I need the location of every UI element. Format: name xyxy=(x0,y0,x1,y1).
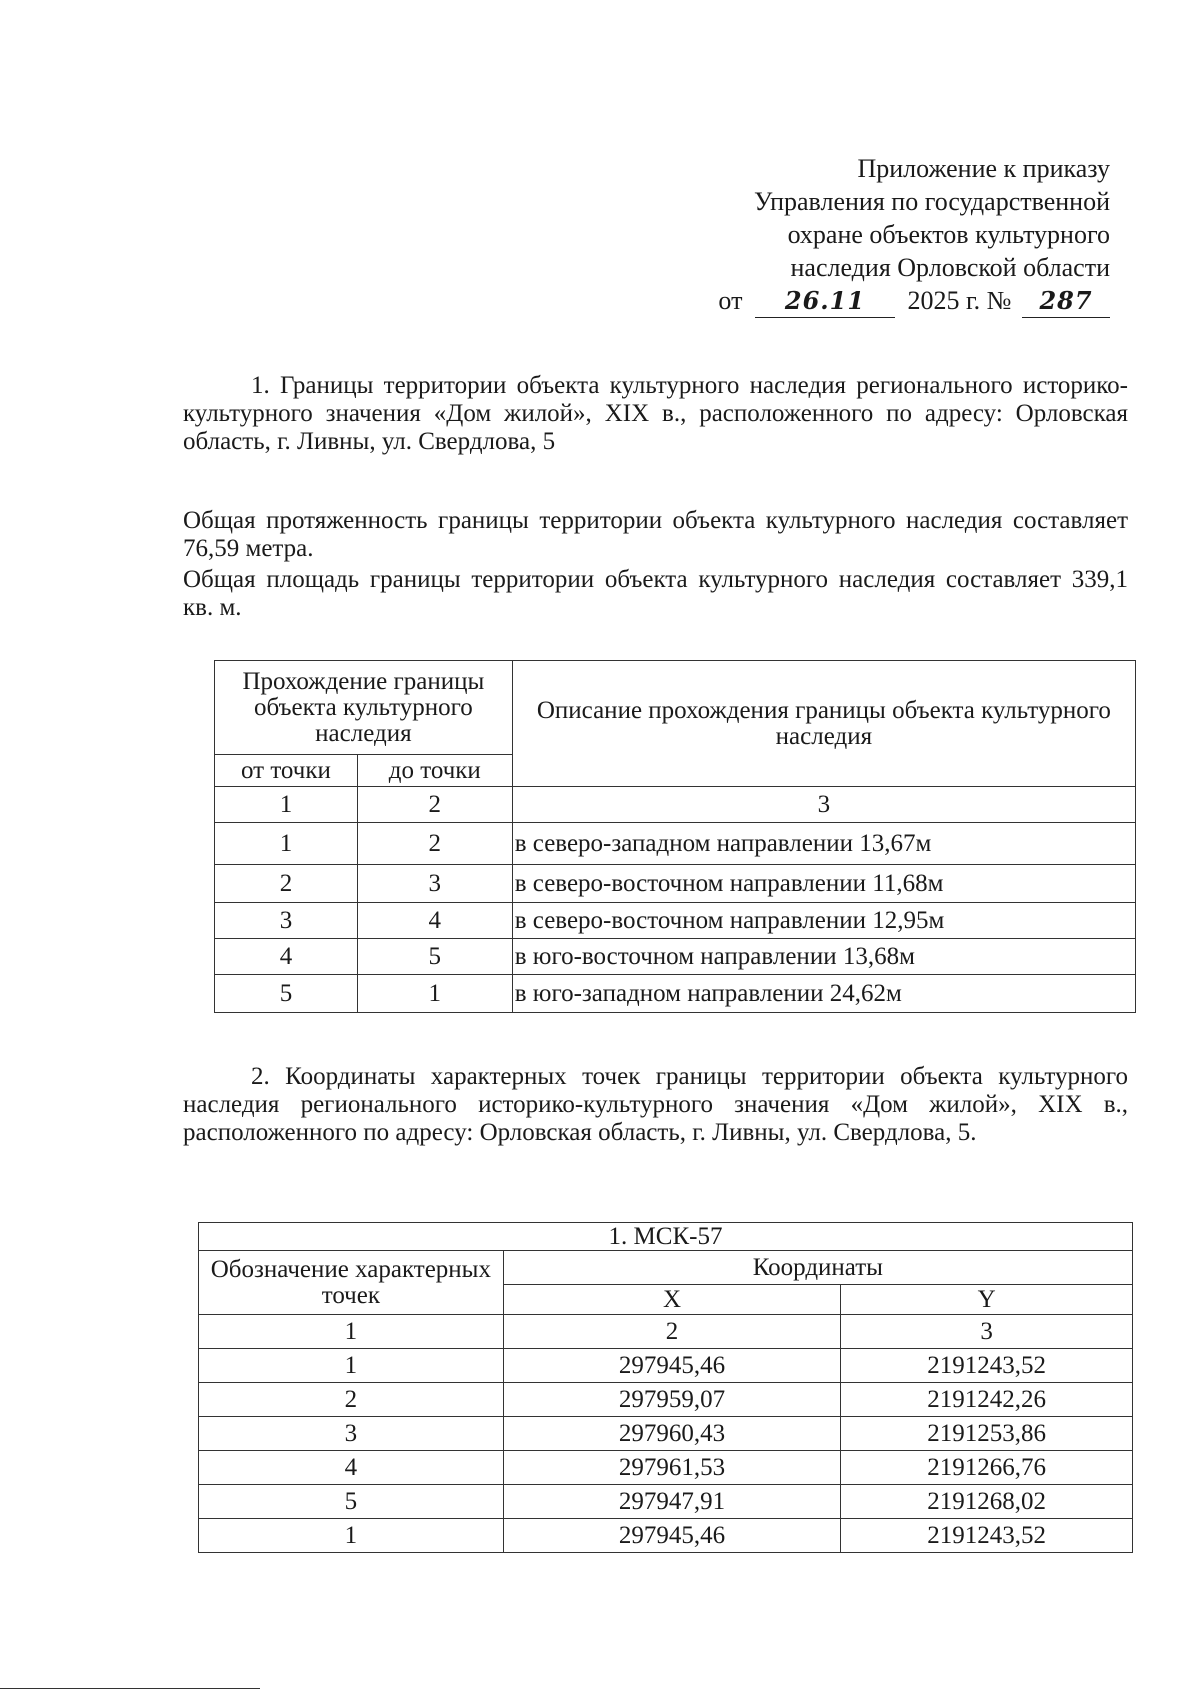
description-cell: в северо-восточном направлении 11,68м xyxy=(512,865,1135,903)
point-cell: 3 xyxy=(199,1417,504,1451)
boundary-table xyxy=(214,660,1136,1013)
header-order-line xyxy=(718,284,1110,318)
table-row xyxy=(199,1519,1133,1553)
point-cell: 5 xyxy=(199,1485,504,1519)
point-cell: 1 xyxy=(199,1519,504,1553)
from-point-cell: 5 xyxy=(215,975,358,1013)
numbering-cell: 3 xyxy=(841,1315,1133,1349)
point-cell: 4 xyxy=(199,1451,504,1485)
x-cell: 297961,53 xyxy=(503,1451,841,1485)
table-row xyxy=(215,975,1136,1013)
header-boundary-group: Прохождение границы объекта культурного наследия xyxy=(215,661,513,755)
numbering-cell: 2 xyxy=(357,787,512,823)
table-row xyxy=(215,865,1136,903)
header-from-point: от точки xyxy=(215,755,358,787)
header-line-1: Приложение к приказу xyxy=(857,154,1110,183)
table-row xyxy=(199,1451,1133,1485)
from-point-cell: 1 xyxy=(215,823,358,865)
document-header xyxy=(718,152,1110,318)
y-cell: 2191268,02 xyxy=(841,1485,1133,1519)
header-y: Y xyxy=(841,1285,1133,1315)
y-cell: 2191242,26 xyxy=(841,1383,1133,1417)
table-row xyxy=(215,823,1136,865)
y-cell: 2191243,52 xyxy=(841,1519,1133,1553)
header-to-point: до точки xyxy=(357,755,512,787)
description-cell: в юго-восточном направлении 13,68м xyxy=(512,939,1135,975)
boundary-area-text: Общая площадь границы территории объекта культурного наследия составляет 339,1 кв. м. xyxy=(183,566,1128,621)
table-row xyxy=(199,1383,1133,1417)
x-cell: 297947,91 xyxy=(503,1485,841,1519)
coordinates-table xyxy=(198,1222,1133,1553)
table-row xyxy=(199,1417,1133,1451)
numbering-cell: 1 xyxy=(199,1315,504,1349)
year-label: 2025 г. № xyxy=(907,286,1012,315)
to-point-cell: 3 xyxy=(357,865,512,903)
table-row xyxy=(199,1485,1133,1519)
handwritten-number: 287 xyxy=(1039,286,1093,315)
description-cell: в северо-западном направлении 13,67м xyxy=(512,823,1135,865)
numbering-row xyxy=(199,1315,1133,1349)
boundary-length-text: Общая протяженность границы территории объекта культурного наследия составляет 76,59 метра. xyxy=(183,507,1128,562)
header-coordinates: Координаты xyxy=(503,1251,1132,1285)
footer-rule xyxy=(0,1688,260,1689)
numbering-cell: 1 xyxy=(215,787,358,823)
numbering-cell: 2 xyxy=(503,1315,841,1349)
header-line-3: охране объектов культурного xyxy=(787,220,1110,249)
y-cell: 2191253,86 xyxy=(841,1417,1133,1451)
numbering-row xyxy=(215,787,1136,823)
header-points: Обозначение характерных точек xyxy=(199,1251,504,1315)
y-cell: 2191243,52 xyxy=(841,1349,1133,1383)
y-cell: 2191266,76 xyxy=(841,1451,1133,1485)
coordinate-system-title: 1. МСК-57 xyxy=(199,1223,1133,1251)
to-point-cell: 4 xyxy=(357,903,512,939)
x-cell: 297959,07 xyxy=(503,1383,841,1417)
x-cell: 297945,46 xyxy=(503,1349,841,1383)
section2-heading: 2. Координаты характерных точек границы территории объекта культурного наследия регионального историко-культурного значения «Дом жилой», XIX в., расположенного по адресу: Орловская область, г. Ливны, ул. Свердлова, 5. xyxy=(183,1063,1128,1146)
point-cell: 1 xyxy=(199,1349,504,1383)
section1-heading: 1. Границы территории объекта культурного наследия регионального историко-культурного значения «Дом жилой», XIX в., расположенного по адресу: Орловская область, г. Ливны, ул. Свердлова, 5 xyxy=(183,372,1128,455)
date-field xyxy=(755,284,895,318)
x-cell: 297945,46 xyxy=(503,1519,841,1553)
from-label: от xyxy=(718,286,743,315)
from-point-cell: 2 xyxy=(215,865,358,903)
handwritten-date: 26.11 xyxy=(784,286,866,315)
table-row xyxy=(215,939,1136,975)
to-point-cell: 2 xyxy=(357,823,512,865)
header-line-4: наследия Орловской области xyxy=(790,253,1110,282)
header-x: X xyxy=(503,1285,841,1315)
description-cell: в юго-западном направлении 24,62м xyxy=(512,975,1135,1013)
to-point-cell: 5 xyxy=(357,939,512,975)
from-point-cell: 3 xyxy=(215,903,358,939)
from-point-cell: 4 xyxy=(215,939,358,975)
to-point-cell: 1 xyxy=(357,975,512,1013)
point-cell: 2 xyxy=(199,1383,504,1417)
table-row xyxy=(199,1349,1133,1383)
numbering-cell: 3 xyxy=(512,787,1135,823)
header-line-2: Управления по государственной xyxy=(753,187,1110,216)
description-cell: в северо-восточном направлении 12,95м xyxy=(512,903,1135,939)
number-field xyxy=(1022,284,1110,318)
x-cell: 297960,43 xyxy=(503,1417,841,1451)
table-row xyxy=(215,903,1136,939)
header-description: Описание прохождения границы объекта культурного наследия xyxy=(512,661,1135,787)
